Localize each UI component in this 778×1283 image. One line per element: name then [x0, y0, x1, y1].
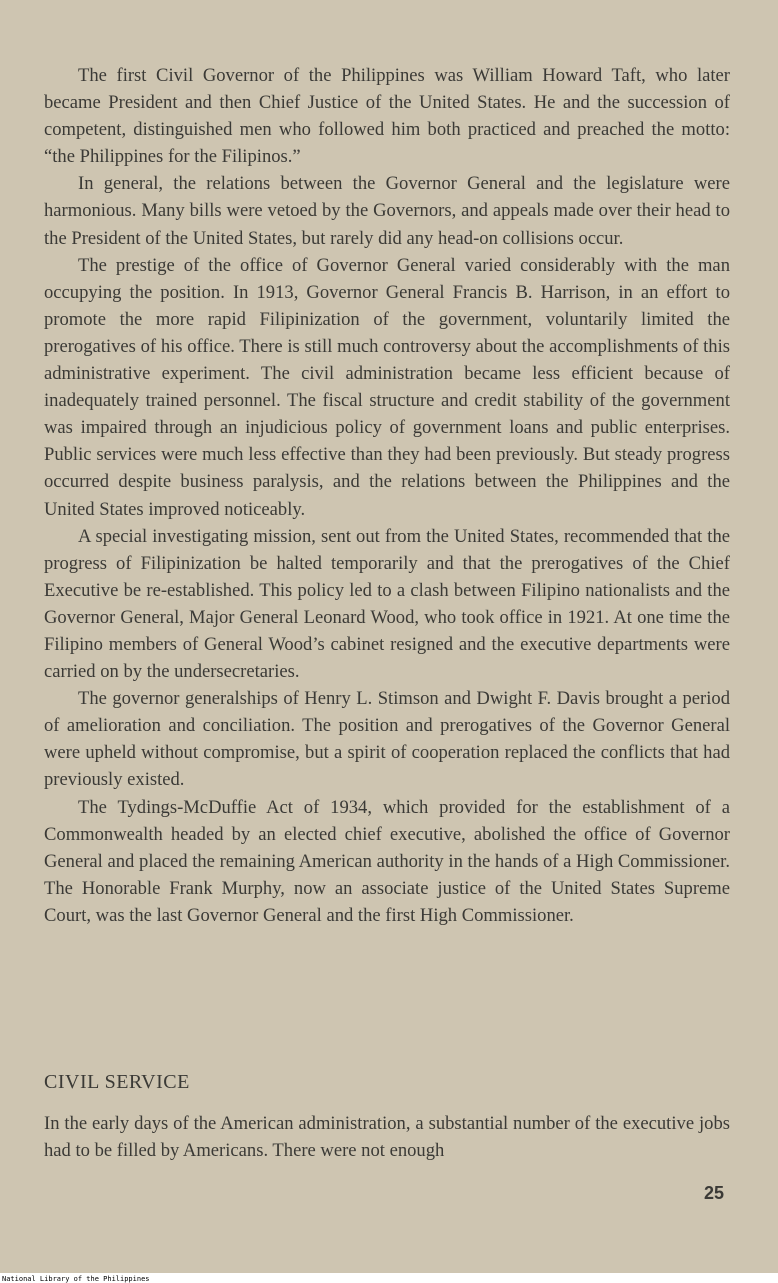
paragraph-4: A special investigating mission, sent out from the United States, recommended that the progress of Filipinization be halted temporarily and that the prerogatives of the Chief Executive be re-established. This policy led to a clash between Filipino nationalists and the Governor General, Major General Leonard Wood, who took office in 1921. At one time the Filipino members of General Wood’s cabinet resigned and the executive departments were carried on by the undersecretaries.: [44, 525, 730, 683]
paragraph-5: The governor generalships of Henry L. Stimson and Dwight F. Davis brought a period of amelioration and conciliation. The position and prerogatives of the Governor General were upheld without compromise, but a spirit of cooperation replaced the conflicts that had previously existed.: [44, 688, 730, 791]
paragraph-2: In general, the relations between the Governor General and the legislature were harmonious. Many bills were vetoed by the Governors, and appeals made over their head to the President of the United States, but rarely did any head-on collisions occur.: [44, 173, 730, 249]
section-text: [44, 1110, 730, 1164]
page-number: 25: [704, 1183, 725, 1203]
section-heading: CIVIL SERVICE: [44, 1071, 190, 1093]
footer-credit: National Library of the Philippines: [2, 1275, 150, 1283]
paragraph-3: The prestige of the office of Governor General varied considerably with the man occupying the position. In 1913, Governor General Francis B. Harrison, in an effort to promote the more rapid Filipinization of the government, voluntarily limited the prerogatives of his office. There is still much controversy about the accomplishments of this administrative experiment. The civil administration became less efficient because of inadequately trained personnel. The fiscal structure and credit stability of the government was impaired through an injudicious policy of government loans and public enterprises. Public services were much less effective than they had been previously. But steady progress occurred despite business paralysis, and the relations between the Philippines and the United States improved noticeably.: [44, 254, 730, 520]
body-text: [44, 62, 730, 929]
section-paragraph: In the early days of the American administration, a substantial number of the executive jobs had to be filled by Americans. There were not enough: [44, 1113, 730, 1162]
paragraph-1: The first Civil Governor of the Philippines was William Howard Taft, who later became President and then Chief Justice of the United States. He and the succession of competent, distinguished men who followed him both practiced and preached the motto: “the Philippines for the Filipinos.”: [44, 65, 730, 168]
paragraph-6: The Tydings-McDuffie Act of 1934, which provided for the establishment of a Commonwealth headed by an elected chief executive, abolished the office of Governor General and placed the remaining American authority in the hands of a High Commissioner. The Honorable Frank Murphy, now an associate justice of the United States Supreme Court, was the last Governor General and the first High Commissioner.: [44, 796, 730, 926]
